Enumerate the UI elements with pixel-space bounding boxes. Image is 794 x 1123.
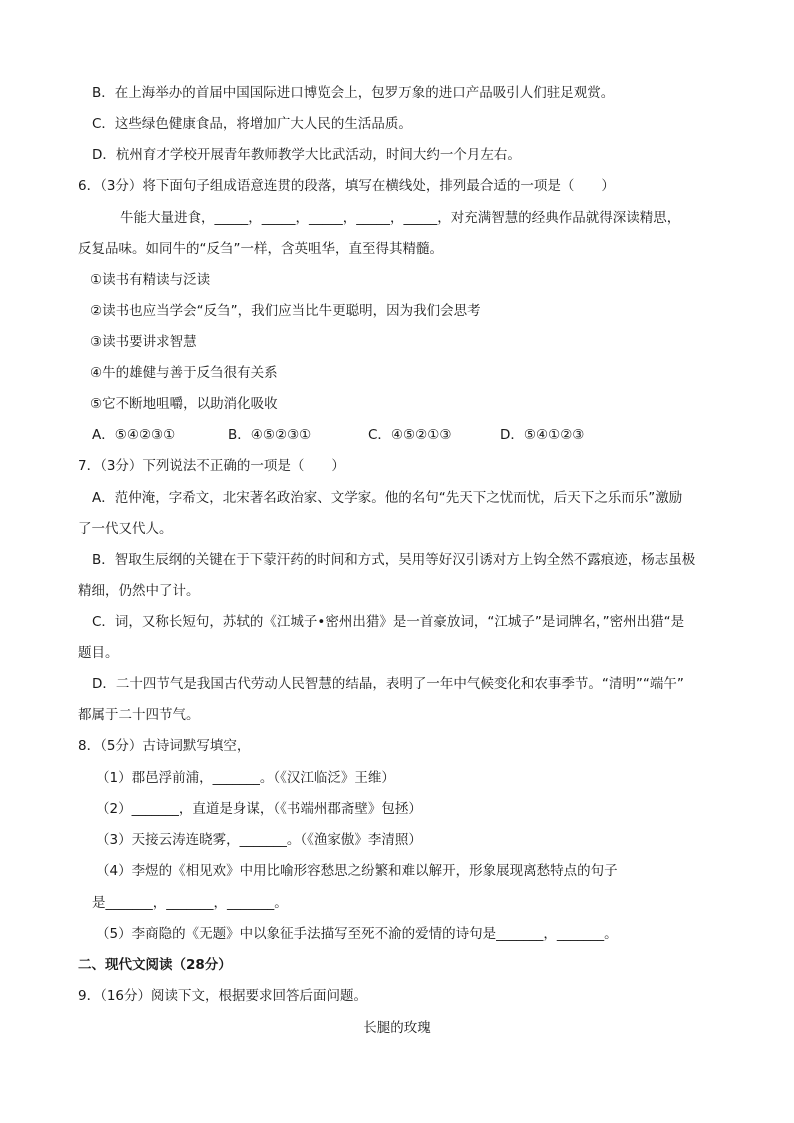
q7-option-d-line-1: D．二十四节气是我国古代劳动人民智慧的结晶，表明了一年中气候变化和农事季节。“清明”“端午” [92,676,684,692]
q6-item-2: ②读书也应当学会“反刍”，我们应当比牛更聪明，因为我们会思考 [90,303,481,319]
q7-option-c-line-1: C．词，又称长短句，苏轼的《江城子•密州出猎》是一首豪放词，“江城子”是词牌名，”密州出猎“是 [92,614,685,630]
q8-item-4-line-2: 是_______，_______，_______。 [92,895,288,911]
q6-option-d: D．⑤④①②③ [500,427,585,443]
q6-option-a: A．⑤④②③① [92,427,176,443]
q7-stem: 7．（3分）下列说法不正确的一项是（ ） [78,458,345,474]
q7-option-b-line-2: 精细，仍然中了计。 [78,583,200,599]
q9-stem: 9．（16分）阅读下文，根据要求回答后面问题。 [78,988,368,1004]
q5-option-d: D．杭州育才学校开展青年教师教学大比武活动，时间大约一个月左右。 [92,147,521,163]
q6-passage-line-2: 反复品味。如同牛的“反刍”一样，含英咀华，直至得其精髓。 [78,241,443,257]
q8-item-4-line-1: （4）李煜的《相见欢》中用比喻形容愁思之纷繁和难以解开，形象展现离愁特点的句子 [96,863,618,879]
q8-item-1: （1）郡邑浮前浦，_______。（《汉江临泛》王维） [96,770,395,786]
q6-item-3: ③读书要讲求智慧 [90,334,197,350]
section-2-heading: 二、现代文阅读（28分） [78,957,232,973]
q6-item-1: ①读书有精读与泛读 [90,272,211,288]
q8-item-2: （2）_______，直道是身谋，（《书端州郡斋壁》包拯） [96,801,422,817]
q5-option-c: C．这些绿色健康食品，将增加广大人民的生活品质。 [92,116,412,132]
q7-option-c-line-2: 题目。 [78,645,119,661]
q7-option-d-line-2: 都属于二十四节气。 [78,707,200,723]
q6-option-b: B．④⑤②③① [228,427,312,443]
q8-item-5: （5）李商隐的《无题》中以象征手法描写至死不渝的爱情的诗句是_______，_______。 [96,926,618,942]
q6-item-4: ④牛的雄健与善于反刍很有关系 [90,365,278,381]
q5-option-b: B．在上海举办的首届中国国际进口博览会上，包罗万象的进口产品吸引人们驻足观赏。 [92,85,615,101]
q7-option-a-line-2: 了一代又代人。 [78,521,173,537]
q6-item-5: ⑤它不断地咀嚼，以助消化吸收 [90,396,278,412]
q8-item-3: （3）天接云涛连晓雾，_______。（《渔家傲》李清照） [96,832,422,848]
q6-stem: 6．（3分）将下面句子组成语意连贯的段落，填写在横线处，排列最合适的一项是（ ） [78,178,615,194]
article-title: 长腿的玫瑰 [363,1020,431,1036]
q8-stem: 8．（5分）古诗词默写填空， [78,738,251,754]
q6-option-c: C．④⑤②①③ [368,427,452,443]
q6-passage-line-1: 牛能大量进食，_____，_____，_____，_____，_____，对充满智慧的经典作品就得深读精思， [120,210,681,226]
q7-option-b-line-1: B．智取生辰纲的关键在于下蒙汗药的时间和方式，吴用等好汉引诱对方上钩全然不露痕迹，杨志虽极 [92,552,696,568]
q7-option-a-line-1: A．范仲淹，字希文，北宋著名政治家、文学家。他的名句“先天下之忧而忧，后天下之乐而乐”激励 [92,490,683,506]
